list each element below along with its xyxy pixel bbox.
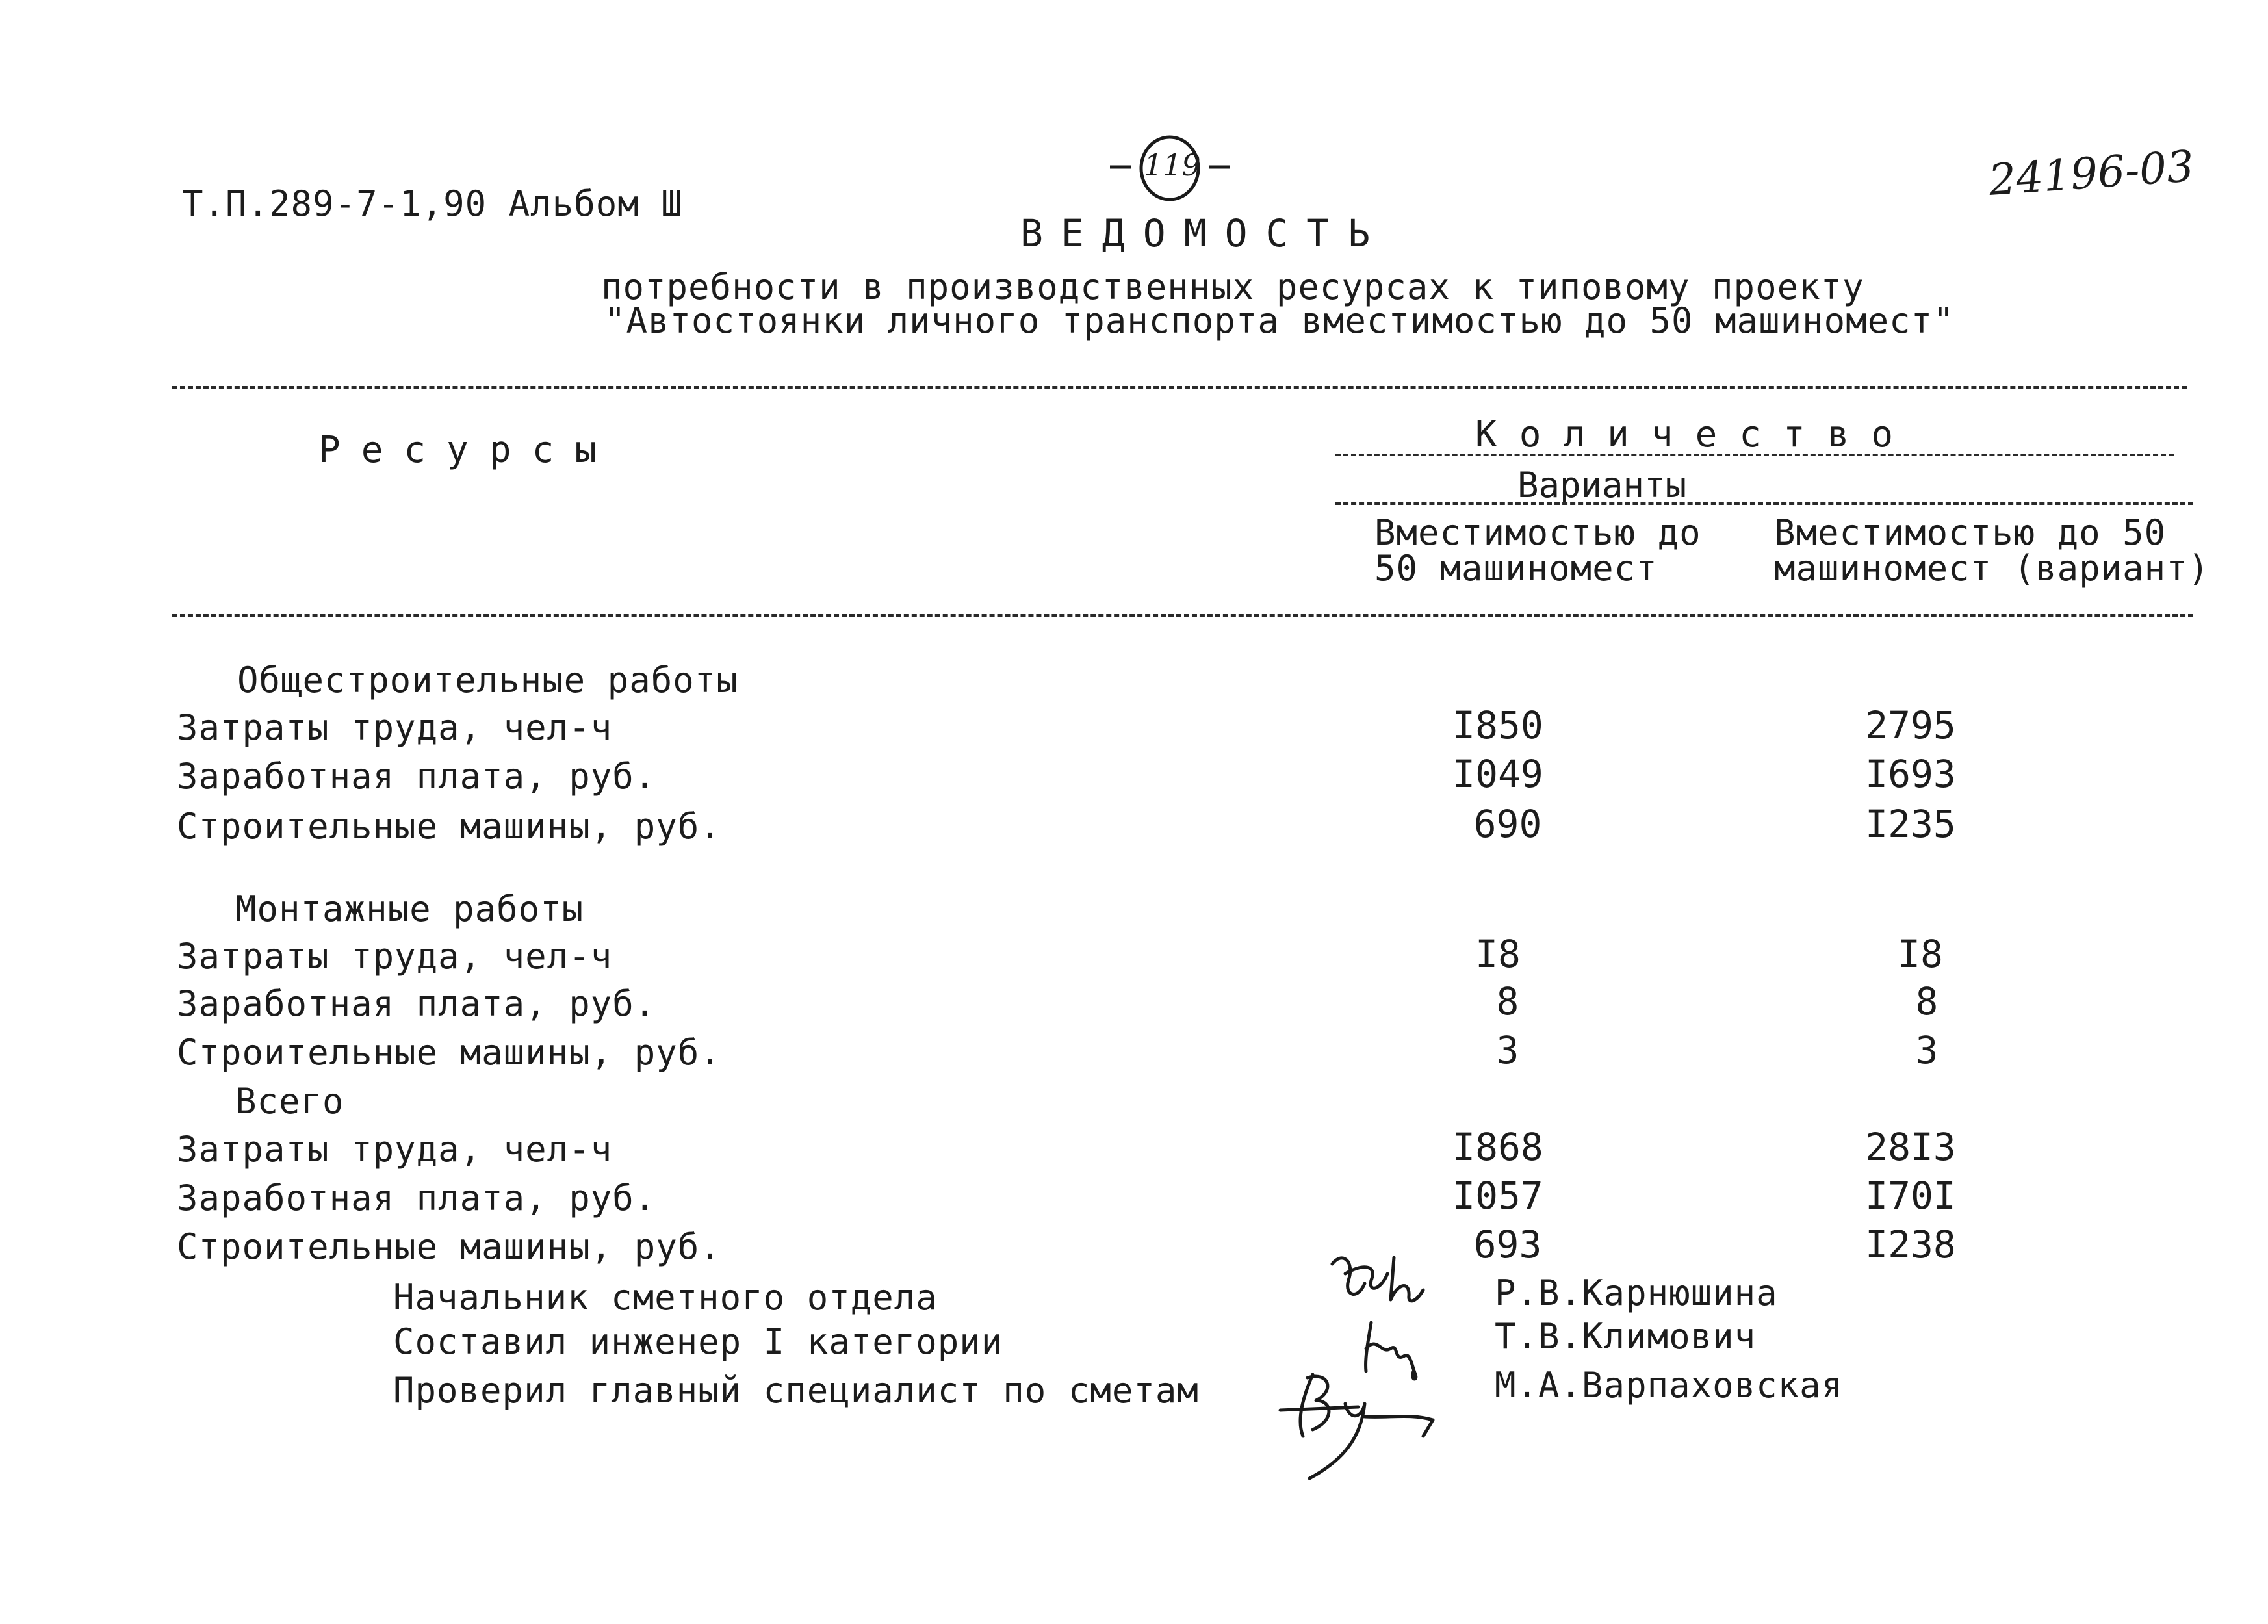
row-value-variant-1: 8: [1496, 979, 1519, 1024]
row-label: Затраты труда, чел-ч: [177, 936, 613, 977]
row-label: Заработная плата, руб.: [177, 1178, 656, 1218]
row-label: Строительные машины, руб.: [177, 1226, 721, 1267]
document-subtitle-line2: "Автостоянки личного транспорта вместимостью до 50 машиномест": [604, 300, 1955, 341]
page-number: 119: [1144, 148, 1201, 183]
row-value-variant-1: I057: [1452, 1174, 1543, 1218]
signatory-role: Составил инженер I категории: [393, 1321, 1003, 1362]
column-header-quantity: Количество: [1475, 413, 1916, 456]
row-label: Строительные машины, руб.: [177, 1032, 721, 1073]
table-top-rule: [172, 386, 2187, 389]
signatory-name: Т.В.Климович: [1495, 1316, 1757, 1357]
signatory-role: Начальник сметного отдела: [393, 1277, 938, 1318]
row-value-variant-1: 3: [1496, 1028, 1519, 1072]
row-label: Строительные машины, руб.: [177, 806, 721, 847]
row-value-variant-1: I868: [1452, 1125, 1543, 1169]
row-value-variant-1: 693: [1473, 1222, 1542, 1267]
row-value-variant-2: 3: [1915, 1028, 1939, 1072]
row-label: Заработная плата, руб.: [177, 756, 656, 797]
document-reference: Т.П.289-7-1,90 Альбом Ш: [182, 183, 683, 224]
row-value-variant-2: I70I: [1865, 1174, 1956, 1218]
row-value-variant-2: I238: [1865, 1222, 1956, 1267]
section-title-installation: Монтажные работы: [235, 888, 584, 929]
column-header-variant-1-line2: 50 машиномест: [1374, 548, 1658, 589]
row-value-variant-1: I8: [1475, 932, 1521, 976]
row-value-variant-2: 28I3: [1865, 1125, 1956, 1169]
column-header-resources: Ресурсы: [318, 429, 618, 471]
variants-underline: [1335, 502, 2193, 505]
row-value-variant-1: I850: [1452, 703, 1543, 747]
document-code: 24196-03: [1987, 141, 2196, 205]
signature-head-of-estimates: [1326, 1244, 1443, 1316]
document-title: ВЕДОМОСТЬ: [1020, 211, 1389, 255]
row-value-variant-2: I8: [1898, 932, 1943, 976]
row-label: Затраты труда, чел-ч: [177, 1129, 613, 1170]
document-subtitle-line1: потребности в производственных ресурсах к типовому проекту: [601, 266, 1864, 307]
row-value-variant-2: I235: [1865, 802, 1956, 846]
row-value-variant-2: I693: [1865, 752, 1956, 796]
row-label: Заработная плата, руб.: [177, 983, 656, 1024]
section-title-general-construction: Общестроительные работы: [237, 660, 738, 701]
section-title-total: Всего: [235, 1081, 344, 1122]
row-value-variant-2: 2795: [1865, 703, 1956, 747]
row-value-variant-1: I049: [1452, 752, 1543, 796]
column-header-variants: Варианты: [1517, 465, 1687, 506]
row-value-variant-2: 8: [1915, 979, 1939, 1024]
signatory-name: М.А.Варпаховская: [1495, 1365, 1844, 1406]
signatory-role: Проверил главный специалист по сметам: [393, 1370, 1199, 1411]
signatory-name: Р.В.Карнюшина: [1495, 1272, 1778, 1313]
column-header-variant-2-line1: Вместимостью до 50: [1774, 512, 2167, 553]
signature-chief-specialist: [1267, 1358, 1449, 1488]
row-value-variant-1: 690: [1473, 802, 1542, 846]
table-header-bottom-rule: [172, 614, 2193, 617]
quantity-underline: [1335, 454, 2174, 456]
page-number-marker: [1105, 133, 1235, 205]
column-header-variant-1-line1: Вместимостью до: [1374, 512, 1701, 553]
column-header-variant-2-line2: машиномест (вариант): [1774, 548, 2210, 589]
row-label: Затраты труда, чел-ч: [177, 707, 613, 748]
